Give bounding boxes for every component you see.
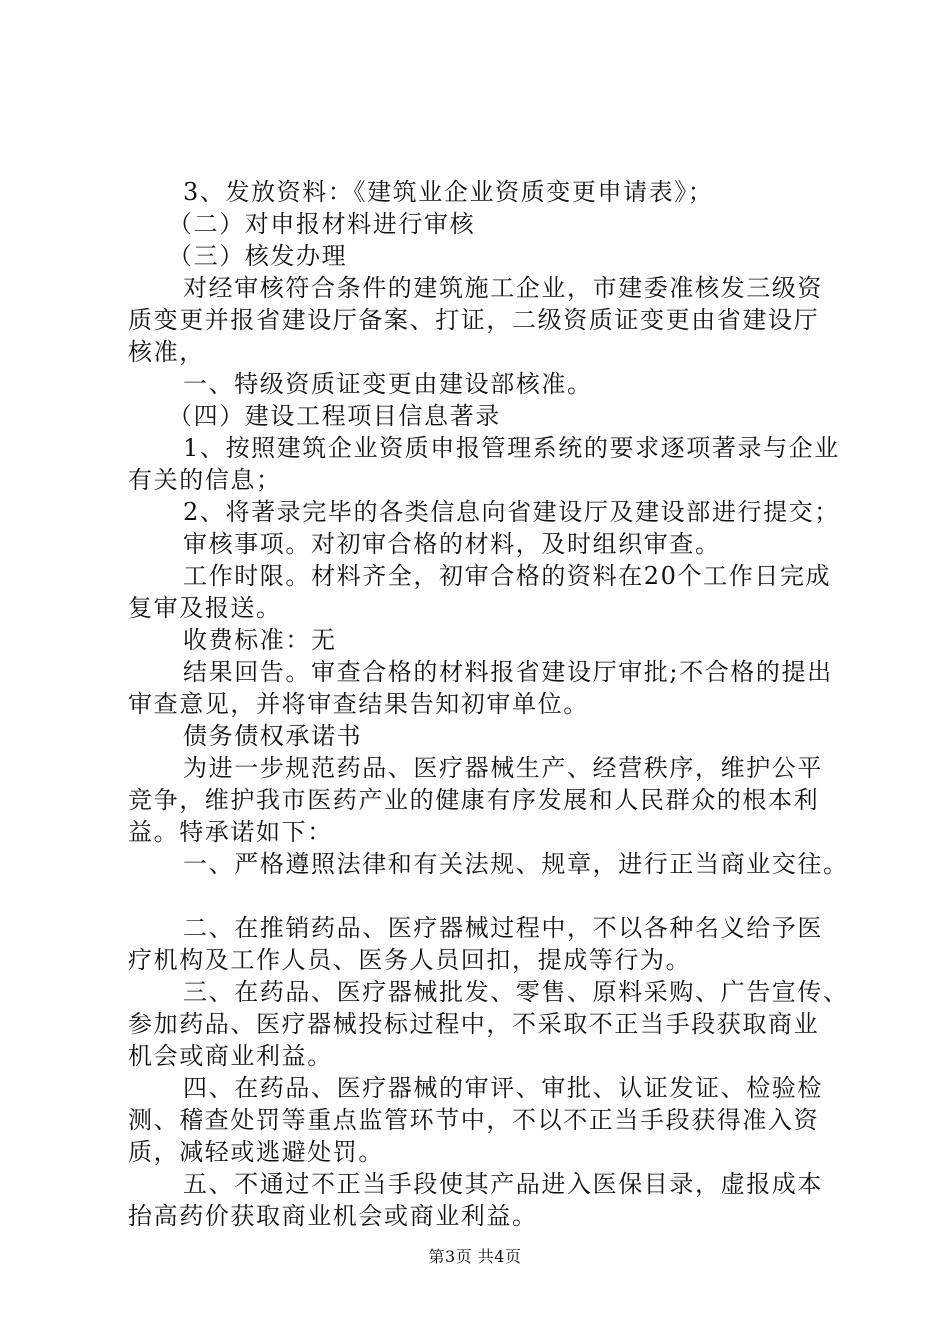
text-line: 五、不通过不正当手段使其产品进入医保目录，虚报成本 [183,1170,823,1198]
text-line: 益。特承诺如下： [128,818,333,846]
section-heading: （二）对申报材料进行审核 [168,210,476,238]
document-title: 债务债权承诺书 [183,722,363,750]
text-line: 结果回告。审查合格的材料报省建设厅审批;不合格的提出 [183,658,833,686]
text-line: 2、将著录完毕的各类信息向省建设厅及建设部进行提交； [183,498,840,526]
text-line: 四、在药品、医疗器械的审评、审批、认证发证、检验检 [183,1074,823,1102]
text-line: 测、稽查处罚等重点监管环节中，不以不正当手段获得准入资 [128,1106,820,1134]
text-line: 一、严格遵照法律和有关法规、规章，进行正当商业交往。 [183,850,849,878]
section-heading: （三）核发办理 [168,242,348,270]
text-line: 二、在推销药品、医疗器械过程中，不以各种名义给予医 [183,914,823,942]
text-line: 机会或商业利益。 [128,1042,333,1070]
text-line: 疗机构及工作人员、医务人员回扣，提成等行为。 [128,946,692,974]
text-line: 3、发放资料：《建筑业企业资质变更申请表》； [183,178,714,206]
text-line: 收费标准：无 [183,626,337,654]
text-line: 一、特级资质证变更由建设部核准。 [183,370,593,398]
text-line: 竞争，维护我市医药产业的健康有序发展和人民群众的根本利 [128,786,820,814]
text-line: 审查意见，并将审查结果告知初审单位。 [128,690,589,718]
text-line: 三、在药品、医疗器械批发、零售、原料采购、广告宣传、 [183,978,849,1006]
text-line: 抬高药价获取商业机会或商业利益。 [128,1202,538,1230]
text-line: 质，减轻或逃避处罚。 [128,1138,384,1166]
text-line: 复审及报送。 [128,594,282,622]
text-line: 参加药品、医疗器械投标过程中，不采取不正当手段获取商业 [128,1010,820,1038]
text-line: 为进一步规范药品、医疗器械生产、经营秩序，维护公平 [183,754,823,782]
section-heading: （四）建设工程项目信息著录 [168,402,501,430]
text-line: 1、按照建筑企业资质申报管理系统的要求逐项著录与企业 [183,434,840,462]
text-line: 质变更并报省建设厅备案、打证，二级资质证变更由省建设厅 [128,306,820,334]
text-line: 审核事项。对初审合格的材料，及时组织审查。 [183,530,721,558]
text-line: 有关的信息； [128,466,282,494]
text-line: 工作时限。材料齐全，初审合格的资料在20个工作日完成 [183,562,832,590]
text-line: 核准， [128,338,205,366]
page-indicator: 第3页 共4页 [428,1247,522,1266]
text-line: 对经审核符合条件的建筑施工企业，市建委准核发三级资 [183,274,823,302]
